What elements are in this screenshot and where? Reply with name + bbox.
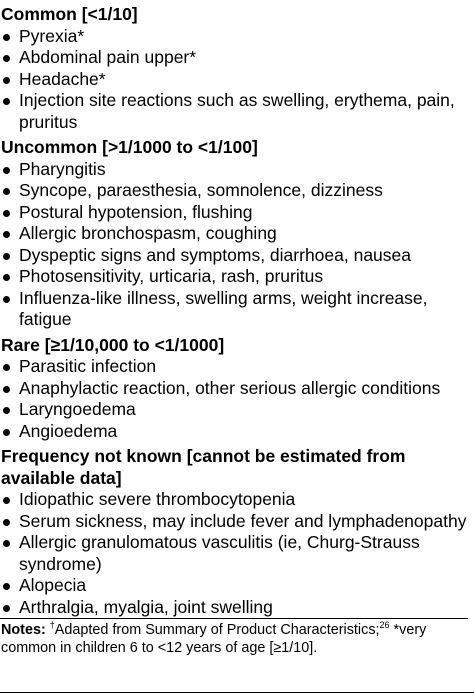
item-text: Alopecia: [19, 575, 87, 595]
list-item: [0, 288, 468, 331]
list-item: [0, 245, 468, 267]
item-text: Allergic bronchospasm, coughing: [19, 223, 277, 243]
list-item: [0, 532, 468, 575]
reference-number: 26: [379, 620, 390, 631]
item-list: [0, 489, 468, 618]
table-notes: [0, 621, 468, 657]
section-title: Frequency not known [cannot be estimated from available data]: [1, 446, 406, 488]
item-text: Allergic granulomatous vasculitis (ie, Churg-Strauss syndrome): [19, 532, 420, 574]
item-text: Dyspeptic signs and symptoms, diarrhoea, nausea: [19, 244, 412, 265]
bullet-icon: [3, 210, 10, 217]
bullet-icon: [3, 98, 10, 105]
section-frequency-not-known: [0, 446, 468, 618]
item-list: [0, 356, 468, 442]
item-text: Parasitic infection: [19, 356, 157, 376]
item-text: Idiopathic severe thrombocytopenia: [19, 489, 296, 509]
section-title: Rare [≥1/10,000 to <1/1000]: [1, 334, 225, 355]
notes-divider: [0, 618, 468, 619]
item-text: Serum sickness, may include fever and lymphadenopathy: [19, 510, 467, 531]
list-item: [0, 69, 468, 91]
section-rare: [0, 335, 468, 443]
notes-text-children: *very common in children 6 to <12 years of age [≥1/10].: [1, 622, 427, 656]
notes-text-source: Adapted from Summary of Product Characteristics;: [54, 622, 380, 638]
list-item: [0, 511, 468, 533]
list-item: [0, 180, 468, 202]
list-item: [0, 223, 468, 245]
list-item: [0, 575, 468, 597]
list-item: [0, 47, 468, 69]
bullet-icon: [3, 274, 10, 281]
dagger-mark: †: [49, 620, 55, 631]
bullet-icon: [3, 34, 10, 41]
bullet-icon: [3, 77, 10, 84]
list-item: [0, 421, 468, 443]
item-text: Injection site reactions such as swelling, erythema, pain, pruritus: [19, 90, 455, 132]
list-item: [0, 356, 468, 378]
section-title: Uncommon [>1/1000 to <1/100]: [1, 137, 258, 157]
bullet-icon: [3, 519, 10, 526]
bullet-icon: [3, 188, 10, 195]
section-uncommon: [0, 137, 468, 331]
list-item: [0, 378, 468, 400]
item-text: Syncope, paraesthesia, somnolence, dizziness: [19, 180, 383, 200]
bullet-icon: [3, 407, 10, 414]
bullet-icon: [3, 167, 10, 174]
item-text: Laryngoedema: [19, 399, 136, 419]
item-text: Pyrexia*: [19, 25, 85, 46]
item-text: Pharyngitis: [19, 158, 106, 179]
bullet-icon: [3, 583, 10, 590]
item-text: Abdominal pain upper*: [19, 47, 197, 67]
item-text: Angioedema: [19, 420, 118, 441]
item-list: [0, 26, 468, 134]
list-item: [0, 202, 468, 224]
item-text: Arthralgia, myalgia, joint swelling: [19, 596, 273, 617]
item-text: Influenza-like illness, swelling arms, weight increase, fatigue: [19, 287, 428, 329]
list-item: [0, 266, 468, 288]
list-item: [0, 489, 468, 511]
list-item: [0, 90, 468, 133]
bullet-icon: [3, 253, 10, 260]
bullet-icon: [3, 231, 10, 238]
bullet-icon: [3, 497, 10, 504]
item-text: Anaphylactic reaction, other serious allergic conditions: [19, 377, 441, 398]
section-title: Common [<1/10]: [1, 4, 138, 24]
notes-label: Notes:: [1, 622, 46, 638]
bullet-icon: [3, 429, 10, 436]
list-item: [0, 159, 468, 181]
list-item: [0, 399, 468, 421]
bullet-icon: [3, 605, 10, 612]
list-item: [0, 26, 468, 48]
list-item: [0, 597, 468, 619]
bullet-icon: [3, 386, 10, 393]
bullet-icon: [3, 296, 10, 303]
item-text: Postural hypotension, flushing: [19, 201, 253, 222]
bullet-icon: [3, 540, 10, 547]
item-list: [0, 159, 468, 331]
bullet-icon: [3, 364, 10, 371]
item-text: Photosensitivity, urticaria, rash, pruritus: [19, 266, 324, 286]
section-common: [0, 4, 468, 133]
item-text: Headache*: [19, 68, 106, 89]
bullet-icon: [3, 55, 10, 62]
